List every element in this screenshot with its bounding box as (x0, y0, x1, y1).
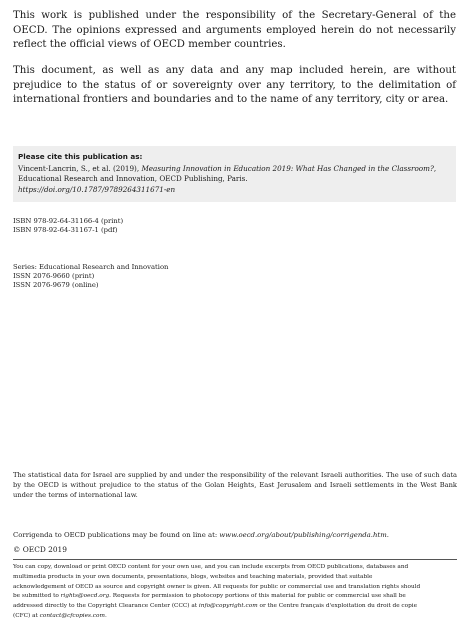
usage-text: or the Centre français d'exploitation du droit de copie (257, 603, 418, 610)
usage-line (13, 602, 457, 612)
citation-title: Measuring Innovation in Education 2019: What Has Changed in the Classroom? (141, 163, 434, 173)
citation-box (13, 146, 456, 202)
usage-line (13, 592, 457, 602)
oecd-responsibility-disclaimer: This work is published under the responsibility of the Secretary-General of the OECD. The opinions expressed and arguments employed herein do not necessarily reflect the official views of OECD member countries. (13, 10, 456, 51)
israel-data-note: The statistical data for Israel are supplied by and under the responsibility of the relevant Israeli authorities. The use of such data by the OECD is without prejudice to the status of the Golan Heights, East Jerusalem and Israeli settlements in the West Bank under the terms of international law. (13, 471, 457, 500)
usage-text: addressed directly to the Copyright Clearance Center (CCC) at (13, 603, 199, 610)
issn-print: ISSN 2076-9660 (print) (13, 272, 95, 281)
citation-doi-link[interactable]: https://doi.org/10.1787/9789264311671-en (18, 184, 176, 194)
issn-online: ISSN 2076-9679 (online) (13, 281, 99, 290)
usage-rights-text (13, 563, 457, 622)
usage-line: acknowledgement of OECD as source and copyright owner is given. All requests for public or commercial use and translation rights should (13, 583, 421, 590)
usage-text: . Requests for permission to photocopy portions of this material for public or commercial use shall be (109, 593, 406, 600)
usage-line: You can copy, download or print OECD content for your own use, and you can include excerpts from OECD publications, databases and (13, 564, 409, 570)
divider (13, 559, 457, 560)
rights-email-link[interactable]: rights@oecd.org (60, 593, 110, 600)
copyright-email-link[interactable]: info@copyright.com (198, 603, 258, 610)
series-block (13, 263, 168, 291)
usage-line (13, 612, 457, 622)
citation-heading: Please cite this publication as: (18, 152, 143, 161)
citation-publisher: , Educational Research and Innovation, OECD Publishing, Paris. (18, 163, 437, 184)
usage-text: be submitted to (13, 593, 61, 600)
copyright-notice: © OECD 2019 (13, 545, 67, 554)
isbn-block (13, 217, 123, 235)
usage-text: . (104, 612, 107, 619)
cfc-email-link[interactable]: contact@cfcopies.com (39, 612, 105, 619)
territory-disclaimer: This document, as well as any data and any map included herein, are without prejudice to the status of or sovereignty over any territory, to the delimitation of international frontiers and boundaries and to the name of any territory, city or area. (13, 65, 456, 106)
citation-authors: Vincent-Lancrin, S., et al. (2019), (18, 163, 142, 173)
isbn-print: ISBN 978-92-64-31166-4 (print) (13, 217, 124, 225)
usage-line: multimedia products in your own documents, presentations, blogs, websites and teaching materials, provided that suitable (13, 573, 373, 580)
usage-text: (CFC) at (13, 612, 40, 619)
corrigenda-link[interactable]: www.oecd.org/about/publishing/corrigenda.htm. (219, 531, 389, 539)
corrigenda-text: Corrigenda to OECD publications may be found on line at: (13, 531, 220, 539)
isbn-pdf: ISBN 978-92-64-31167-1 (pdf) (13, 226, 118, 235)
corrigenda-note (13, 530, 457, 540)
series-name: Series: Educational Research and Innovation (13, 263, 169, 271)
